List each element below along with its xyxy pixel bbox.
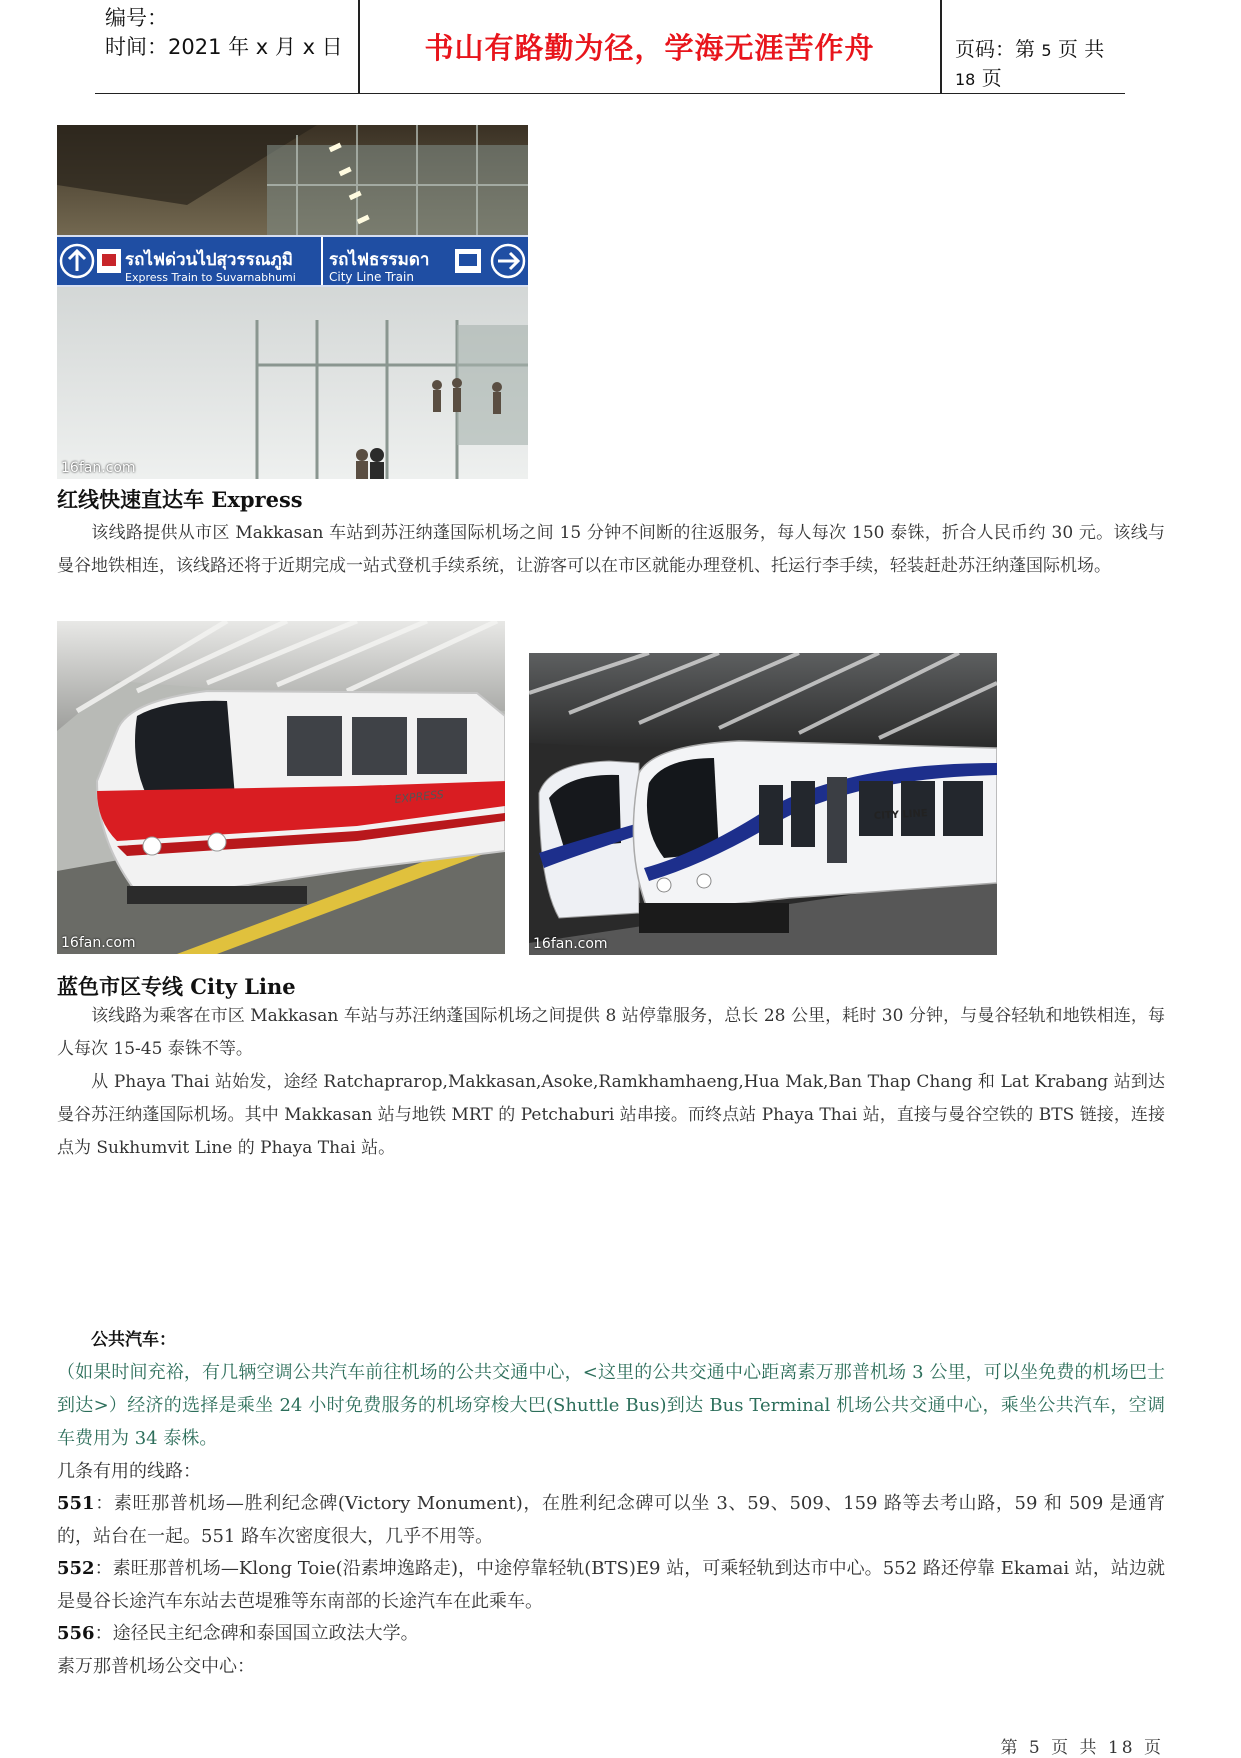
page-prefix: 页码：第 [955, 37, 1035, 61]
header-motto: 书山有路勤为径，学海无涯苦作舟 [424, 31, 875, 65]
express-train-photo [57, 621, 505, 954]
photo-watermark: 16fan.com [61, 935, 136, 951]
page-total: 18 [955, 70, 976, 89]
sign-thai-right: รถไฟธรรมดา [329, 250, 430, 270]
city-line-body-2-text: 从 Phaya Thai 站始发，途经 Ratchaprarop,Makkasan,Asoke,Ramkhamhaeng,Hua Mak,Ban Thap Chang 和 Lat Krabang 站到达曼谷苏汪纳蓬国际机场。其中 Makkasan 站与地铁 MRT 的 Petchaburi 站串接。而终点站 Phaya Thai 站，直接与曼谷空铁的 BTS 链接，连接点为 Sukhumvit Line 的 Phaya Thai 站。 [57, 1072, 1165, 1158]
page-current: 5 [1041, 41, 1052, 60]
header-meta [105, 4, 355, 62]
routes-title: 几条有用的线路： [57, 1461, 201, 1482]
sign-english-right: City Line Train [329, 270, 414, 284]
express-section-title: 红线快速直达车 Express [57, 487, 303, 512]
route-item [57, 1552, 1165, 1618]
route-text: ：素旺那普机场—胜利纪念碑(Victory Monument)，在胜利纪念碑可以坐 3、59、509、159 路等去考山路，59 和 509 是通宵的，站台在一起。551 路车次密度很大，几乎不用等。 [57, 1493, 1165, 1547]
last-line: 素万那普机场公交中心： [57, 1656, 255, 1677]
page-mid: 页 共 [1057, 37, 1105, 61]
train-side-text: EXPRESS [393, 787, 445, 806]
city-line-train-illustration [529, 653, 997, 955]
header-divider [358, 0, 360, 93]
photo-watermark: 16fan.com [533, 936, 608, 952]
express-train-illustration [57, 621, 505, 954]
city-line-train-photo [529, 653, 997, 955]
route-number: 552 [57, 1558, 95, 1579]
train-side-text: CITY LINE [873, 808, 928, 822]
bus-section-title [57, 1324, 1165, 1357]
number-label: 编号： [105, 6, 168, 30]
sign-english-left: Express Train to Suvarnabhumi [125, 271, 296, 284]
page-header [95, 0, 1125, 94]
route-item [57, 1487, 1165, 1553]
page-suffix: 页 [981, 66, 1002, 90]
city-line-section-title: 蓝色市区专线 City Line [57, 974, 296, 999]
route-text: ：途径民主纪念碑和泰国国立政法大学。 [94, 1623, 419, 1644]
photo-watermark: 16fan.com [61, 460, 136, 476]
express-body-text: 该线路提供从市区 Makkasan 车站到苏汪纳蓬国际机场之间 15 分钟不间断的往返服务，每人每次 150 泰铢，折合人民币约 30 元。该线与曼谷地铁相连，该线路还将于近期完成一站式登机手续系统，让游客可以在市区就能办理登机、托运行李手续，轻装赶赴苏汪纳蓬国际机场。 [57, 523, 1165, 576]
bus-section-body: （如果时间充裕，有几辆空调公共汽车前往机场的公共交通中心，<这里的公共交通中心距离素万那普机场 3 公里，可以坐免费的机场巴士到达>）经济的选择是乘坐 24 小时免费服务的机场穿梭大巴(Shuttle Bus)到达 Bus Terminal 机场公共交通中心，乘坐公共汽车，空调车费用为 34 泰株。 [57, 1362, 1165, 1449]
route-text: ：素旺那普机场—Klong Toie(沿素坤逸路走)，中途停靠轻轨(BTS)E9 站，可乘轻轨到达市中心。552 路还停靠 Ekamai 站，站边就是曼谷长途汽车东站去芭堤雅等东南部的长途汽车在此乘车。 [57, 1558, 1165, 1612]
bus-title-text: 公共汽车： [91, 1330, 176, 1350]
station-sign-illustration [57, 125, 528, 479]
route-item [57, 1617, 1165, 1650]
route-number: 556 [57, 1623, 95, 1644]
station-sign-photo [57, 125, 528, 479]
header-page-info [955, 33, 1125, 91]
express-section-body [57, 517, 1165, 583]
sign-thai-left: รถไฟด่วนไปสุวรรณภูมิ [125, 250, 293, 270]
date-label: 时间：2021 年 x 月 x 日 [105, 35, 343, 59]
page-footer: 第 5 页 共 18 页 [1000, 1738, 1164, 1758]
city-line-body-2 [57, 1066, 1165, 1165]
city-line-body-1-text: 该线路为乘客在市区 Makkasan 车站与苏汪纳蓬国际机场之间提供 8 站停靠服务，总长 28 公里，耗时 30 分钟，与曼谷轻轨和地铁相连，每人每次 15-45 泰铢不等。 [57, 1006, 1165, 1059]
header-divider [940, 0, 942, 93]
city-line-body-1 [57, 1000, 1165, 1066]
route-number: 551 [57, 1493, 95, 1514]
